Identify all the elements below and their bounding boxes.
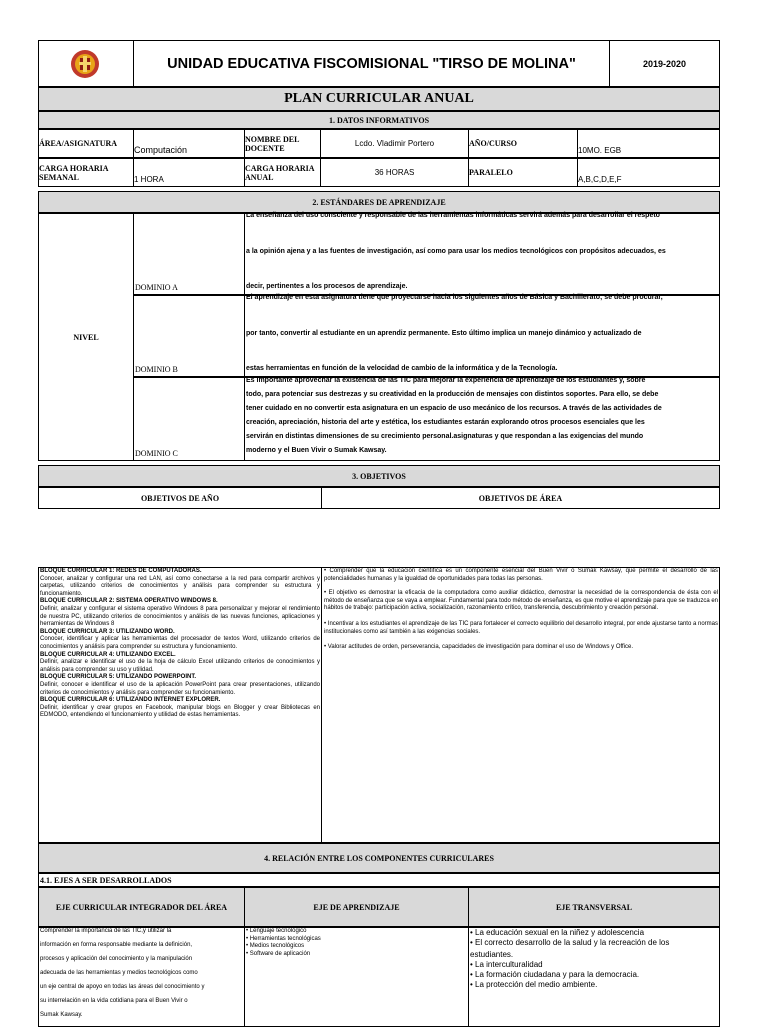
year-block-title: BLOQUE CURRICULAR 2: SISTEMA OPERATIVO WINDOWS 8. <box>40 598 218 605</box>
domain-a-line: a la opinión ajena y a las fuentes de investigación, así como para usar los medios tecnológicos con propósitos adecuados, es <box>246 248 666 255</box>
parallel-value <box>577 158 720 187</box>
axis-integrator-cell <box>38 927 245 1027</box>
area-value-text: Computación <box>134 145 188 155</box>
area-objective: • Valorar actitudes de orden, perseverancia, capacidades de investigación para dominar el uso de Windows y Office. <box>324 644 634 651</box>
axis-transversal-header: EJE TRANSVERSAL <box>468 887 720 927</box>
area-label: ÁREA/ASIGNATURA <box>38 129 134 158</box>
transversal-item: • El correcto desarrollo de la salud y la recreación de los <box>470 938 670 947</box>
objectives-year-header: OBJETIVOS DE AÑO <box>38 487 322 509</box>
domain-b-line: estas herramientas en función de la velocidad de cambio de la informática y de la Tecnología. <box>246 365 558 372</box>
year-block-text: Definir, analizar y configurar el sistema operativo Windows 8 para personalizar y mejorar el rendimiento de nuestra PC, utilizando criterios de conocimientos y análisis de las nuevas funciones, aplicaciones y herramientas de Windows 8 <box>40 605 320 628</box>
year-block-text: Definir, conocer e identificar el uso de la aplicación PowerPoint para crear presentaciones, utilizando criterios de conocimientos y análisis para comprender su funcionamiento. <box>40 681 320 696</box>
transversal-item: estudiantes. <box>470 950 514 959</box>
domain-c-line: servirán en distintas dimensiones de su crecimiento personal.asignaturas y que respondan a las exigencias del mundo <box>246 433 644 440</box>
section4-title: 4. RELACIÓN ENTRE LOS COMPONENTES CURRICULARES <box>38 843 720 873</box>
course-label: AÑO/CURSO <box>468 129 578 158</box>
transversal-item: • La educación sexual en la niñez y adolescencia <box>470 928 645 937</box>
integrator-line: Comprender la importancia de las TIC,y utilizar la <box>40 928 172 934</box>
year-block-text: Definir, analizar e identificar el uso de la hoja de cálculo Excel utilizando criterios de conocimientos y análisis para comprender su uso y utilidad. <box>40 659 320 673</box>
weekly-hours-text: 1 HORA <box>134 175 164 184</box>
annual-hours-value: 36 HORAS <box>320 158 469 187</box>
axis-learning-header: EJE DE APRENDIZAJE <box>244 887 469 927</box>
domain-c-line: Es importante aprovechar la existencia de las TIC para mejorar la experiencia de aprendizaje de los estudiantes y, sobre <box>246 377 646 384</box>
school-crest-icon <box>70 48 100 80</box>
teacher-value: Lcdo. Vladimir Portero <box>320 129 469 158</box>
integrator-line: un eje central de apoyo en todas las áreas del conocimiento y <box>40 984 205 990</box>
year-block-text: Conocer, identificar y aplicar las herramientas del procesador de textos Word, utilizando criterios de conocimientos y análisis para comprender su estructura y funcionamiento. <box>40 636 320 650</box>
section4-subtitle: 4.1. EJES A SER DESARROLLADOS <box>38 873 720 887</box>
objectives-area-header: OBJETIVOS DE ÁREA <box>321 487 720 509</box>
domain-a-label <box>133 213 245 295</box>
school-name: UNIDAD EDUCATIVA FISCOMISIONAL "TIRSO DE MOLINA" <box>133 40 610 87</box>
integrator-line: adecuada de las herramientas y medios tecnológicos como <box>40 970 198 976</box>
domain-c-label-text: DOMINIO C <box>135 449 178 458</box>
area-objective: • Comprender que la educación científica es un componente esencial del Buen Vivir o Sumak Kawsay, que permite el desarrollo de las potencialidades humanas y la igualdad de oportunidades para todas las personas. <box>324 568 718 582</box>
objectives-area-cell <box>321 567 720 843</box>
transversal-item: • La formación ciudadana y para la democracia. <box>470 970 640 979</box>
section2-title: 2. ESTÁNDARES DE APRENDIZAJE <box>38 191 720 213</box>
year-block-title: BLOQUE CURRICULAR 4: UTILIZANDO EXCEL. <box>40 651 176 658</box>
school-year: 2019-2020 <box>609 40 720 87</box>
learning-axis-item: • Medios tecnológicos <box>246 943 305 950</box>
domain-c-line: tener cuidado en no convertir esta asignatura en un espacio de uso mecánico de los recursos. A través de las actividades de <box>246 405 662 412</box>
axis-integrator-header: EJE CURRICULAR INTEGRADOR DEL ÁREA <box>38 887 245 927</box>
axis-learning-cell <box>244 927 469 1027</box>
objectives-area-text <box>322 568 719 652</box>
integrator-line: Sumak Kawsay. <box>40 1012 83 1018</box>
teacher-label: NOMBRE DEL DOCENTE <box>244 129 321 158</box>
integrator-line: procesos y aplicación del conocimiento y la manipulación <box>40 956 193 962</box>
area-objective: • El objetivo es demostrar la eficacia de la computadora como auxiliar didáctico, demostrar la necesidad de la correspondencia de ésta con el método de enseñanza que se vaya a emplear. Fundamental para todo método de enseñanza, es que motive el aprendizaje para que se traduzca en hábitos de trabajo: participación activa, socialización, razonamiento crítico, transferencia, descubrimiento y creación personal. <box>324 590 718 612</box>
domain-b-line: El aprendizaje en esta asignatura tiene que proyectarse hacia los siguientes años de Básica y Bachillerato; se debe procurar, <box>246 294 663 301</box>
domain-b-line: por tanto, convertir al estudiante en un aprendiz permanente. Esto último implica un manejo dinámico y actualizado de <box>246 330 642 337</box>
domain-a-text <box>244 213 720 295</box>
weekly-hours-label: CARGA HORARIA SEMANAL <box>38 158 134 187</box>
integrator-line: información en forma responsable mediante la definición, <box>40 942 193 948</box>
course-value-text: 10MO. EGB <box>578 146 622 155</box>
learning-axis-item: • Lenguaje tecnológico <box>246 928 307 934</box>
objectives-year-cell <box>38 567 322 843</box>
axis-transversal-cell <box>468 927 720 1027</box>
integrator-line: su interrelación en la vida cotidiana para el Buen Vivir o <box>40 998 188 1004</box>
course-value <box>577 129 720 158</box>
domain-c-line: moderno y el Buen Vivir o Sumak Kawsay. <box>246 447 387 454</box>
parallel-value-text: A,B,C,D,E,F <box>578 175 622 184</box>
transversal-item: • La protección del medio ambiente. <box>470 980 598 989</box>
weekly-hours-value <box>133 158 245 187</box>
domain-a-line: decir, pertinentes a los procesos de aprendizaje. <box>246 283 408 290</box>
parallel-label: PARALELO <box>468 158 578 187</box>
level-label: NIVEL <box>38 213 134 461</box>
area-value <box>133 129 245 158</box>
area-objective: • Incentivar a los estudiantes el aprendizaje de las TIC para fortalecer el correcto equilibrio del desarrollo integral, por ende ajustarse tanto a normas institucionales como así también a las exigencias sociales. <box>324 620 718 635</box>
domain-c-line: todo, para potenciar sus destrezas y su creatividad en la producción de mensajes con distintos soportes. Para ello, se debe <box>246 391 659 398</box>
domain-a-label-text: DOMINIO A <box>135 283 178 292</box>
domain-c-line: creación, apreciación, historia del arte y estética, los estudiantes estarán explorando otros procesos esenciales que les <box>246 419 645 426</box>
year-block-text: Definir, identificar y crear grupos en Facebook, manipular blogs en Blogger y crear Bibliotecas en EDMODO, entendiendo el funcionamiento y utilidad de estas herramientas. <box>40 704 320 719</box>
section1-title: 1. DATOS INFORMATIVOS <box>38 111 720 129</box>
annual-hours-label: CARGA HORARIA ANUAL <box>244 158 321 187</box>
year-block-title: BLOQUE CURRICULAR 5: UTILIZANDO POWERPOINT. <box>40 674 196 681</box>
year-block-title: BLOQUE CURRICULAR 1: REDES DE COMPUTADORAS. <box>40 568 202 574</box>
domain-b-label-text: DOMINIO B <box>135 365 178 374</box>
section3-title: 3. OBJETIVOS <box>38 465 720 487</box>
year-block-title: BLOQUE CURRICULAR 3: UTILIZANDO WORD. <box>40 628 175 635</box>
domain-b-label <box>133 295 245 377</box>
domain-c-text <box>244 377 720 461</box>
domain-a-line: La enseñanza del uso consciente y responsable de las herramientas informáticas servirá además para desarrollar el respeto <box>246 212 660 219</box>
year-block-title: BLOQUE CURRICULAR 6: UTILIZANDO INTERNET EXPLORER. <box>40 697 221 704</box>
year-block-text: Conocer, analizar y configurar una red LAN, así como conectarse a la red para compartir archivos y carpetas, utilizando criterios de conocimientos y análisis para comprender su estructura y funcionamiento. <box>40 575 320 597</box>
learning-axis-item: • Software de aplicación <box>246 950 311 957</box>
plan-title: PLAN CURRICULAR ANUAL <box>38 87 720 111</box>
domain-b-text <box>244 295 720 377</box>
domain-c-label <box>133 377 245 461</box>
learning-axis-item: • Herramientas tecnológicas <box>246 935 321 942</box>
objectives-year-text <box>39 568 321 720</box>
transversal-item: • La interculturalidad <box>470 960 543 969</box>
